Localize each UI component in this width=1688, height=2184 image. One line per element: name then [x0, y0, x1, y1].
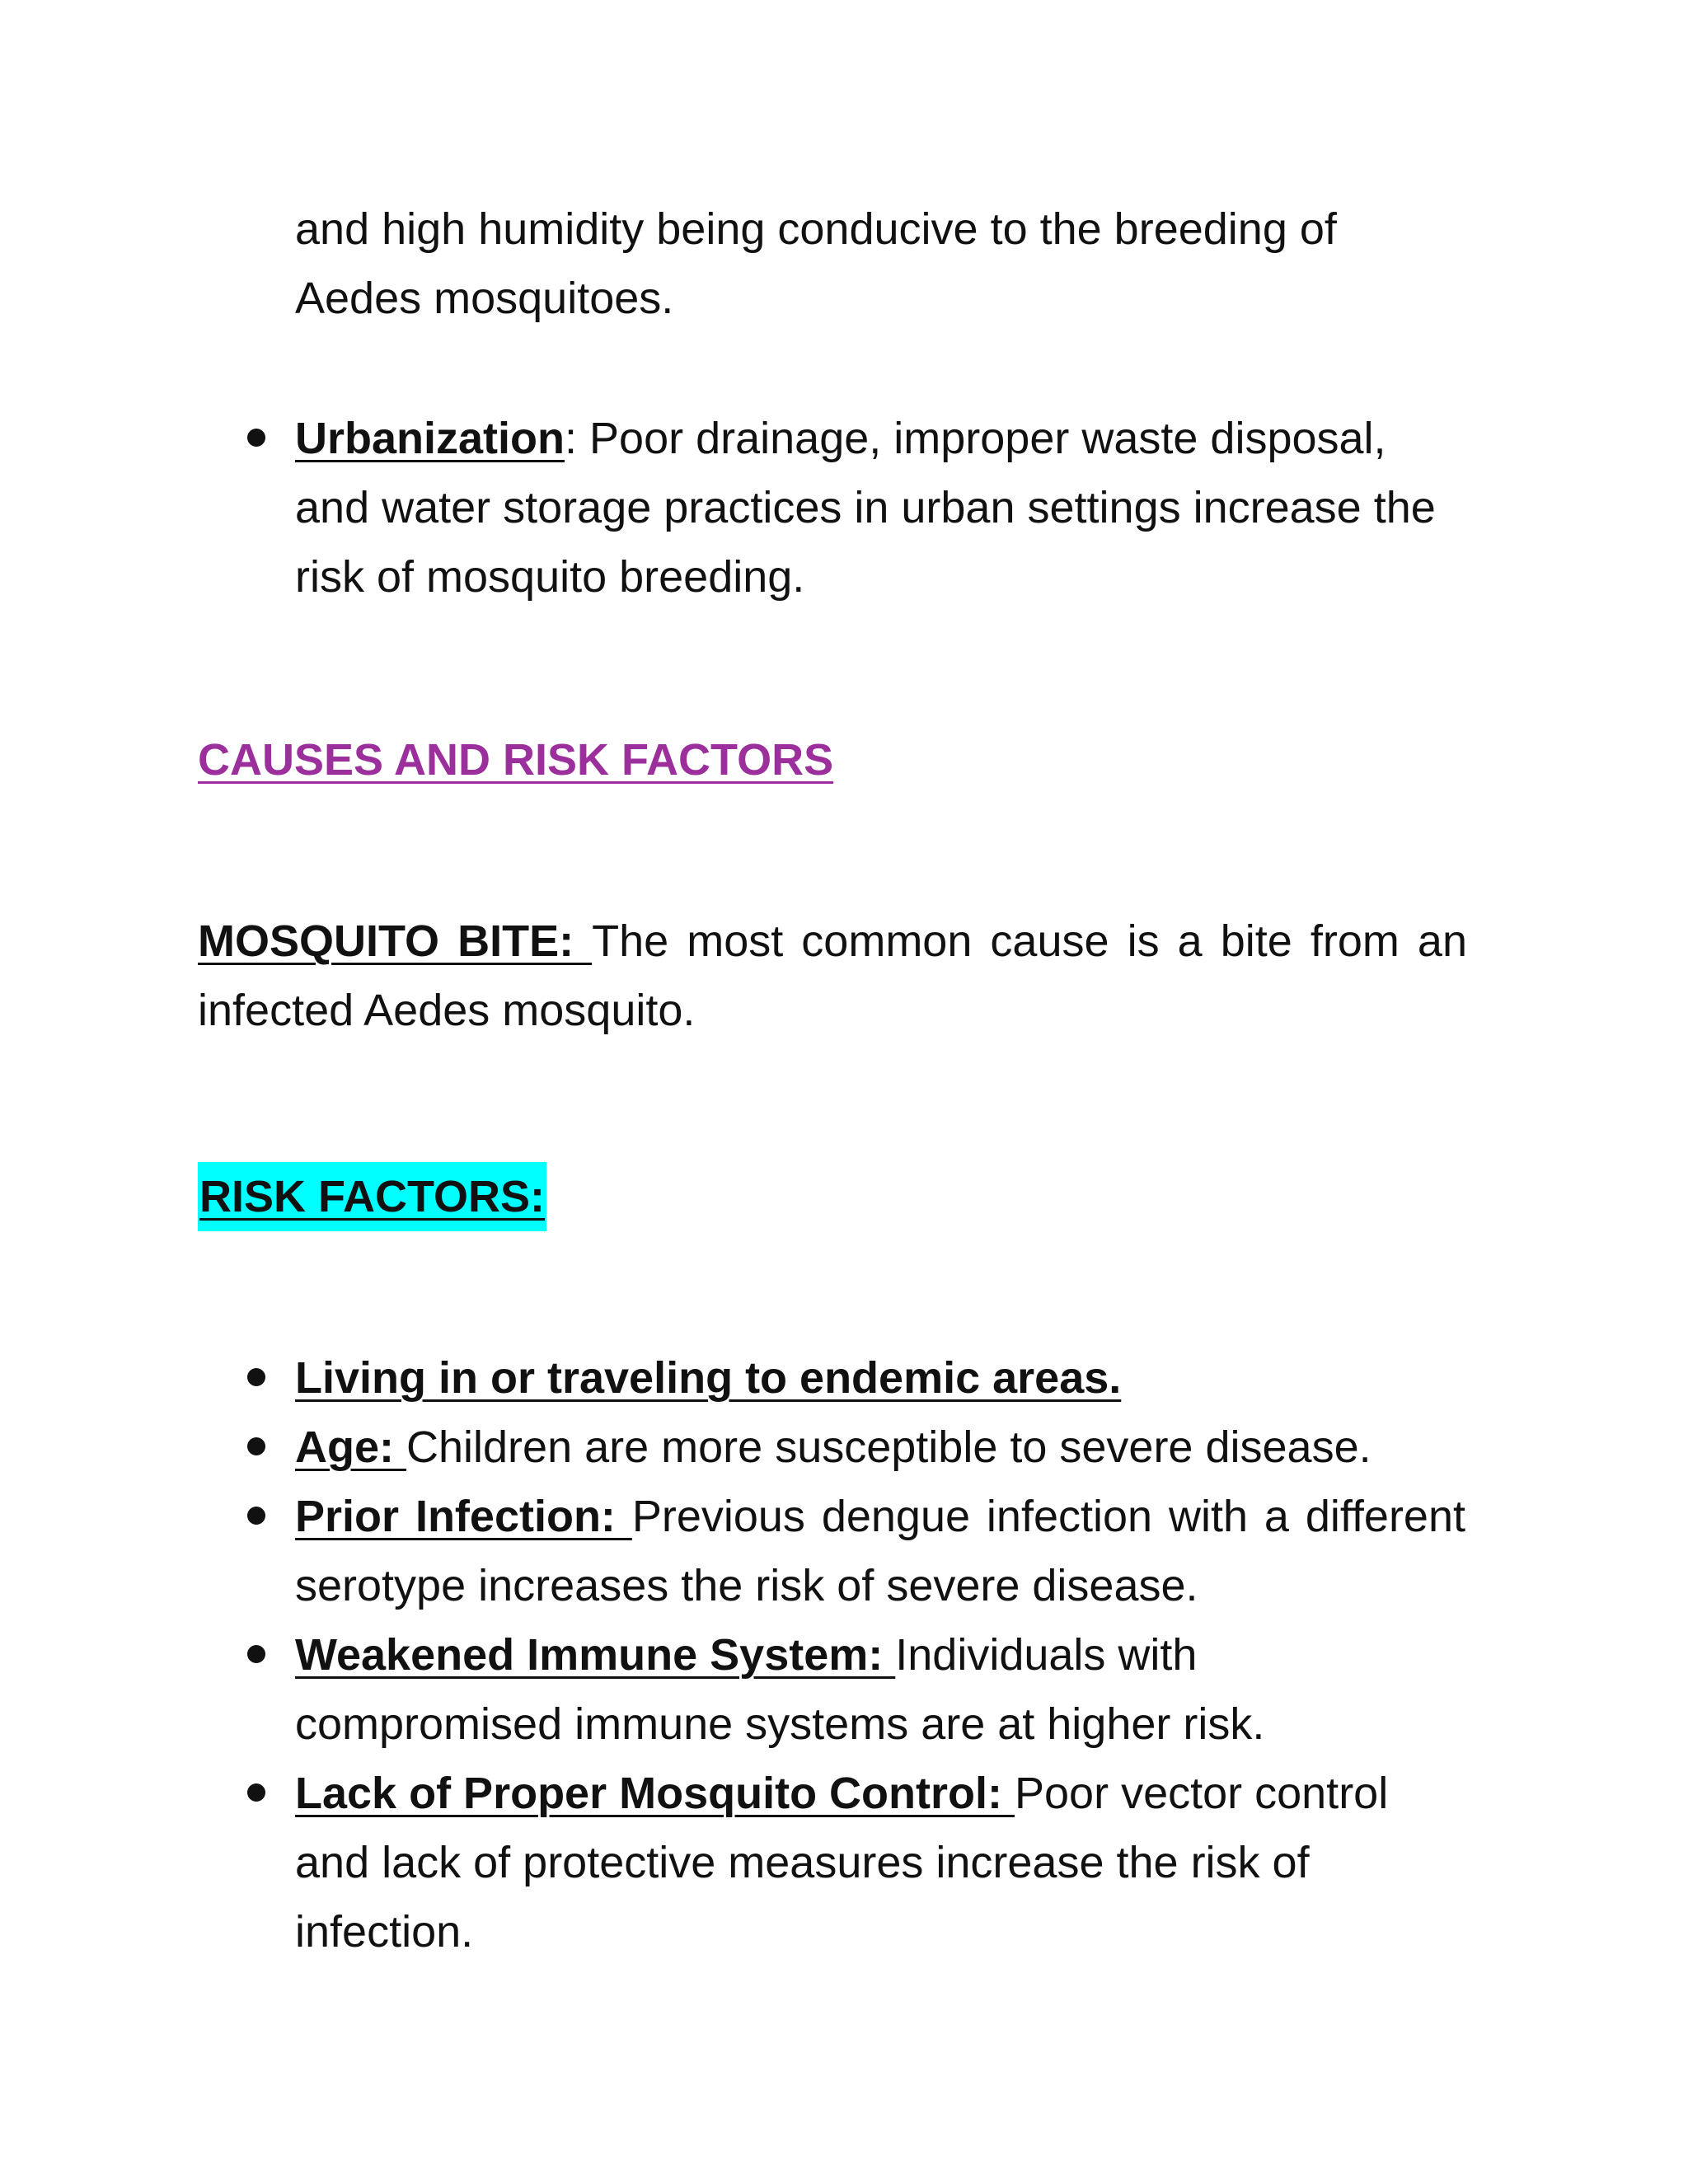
list-item: [295, 1620, 1465, 1759]
bullet-icon: [247, 429, 265, 447]
bullet-icon: [247, 1645, 265, 1663]
risk-factor-label: Lack of Proper Mosquito Control:: [295, 1769, 1015, 1818]
bullet-icon: [247, 1437, 265, 1455]
list-item: [295, 1759, 1465, 1966]
risk-factor-text: Poor vector control and lack of protective measures increase the risk of infection.: [295, 1769, 1389, 1957]
urbanization-text: Poor drainage, improper waste disposal, and water storage practices in urban settings increase the risk of mosquito breeding.: [295, 414, 1436, 602]
risk-factors-list: [295, 1343, 1465, 1966]
urbanization-separator: :: [565, 414, 578, 463]
urbanization-list: [295, 404, 1465, 612]
intro-continuation: and high humidity being conducive to the breeding of Aedes mosquitoes.: [295, 204, 1337, 323]
risk-factor-text: Individuals with compromised immune systems are at higher risk.: [295, 1630, 1265, 1749]
mosquito-bite-text: The most common cause is a bite from an infected Aedes mosquito.: [198, 916, 1467, 1035]
risk-factor-text: Children are more susceptible to severe disease.: [406, 1422, 1372, 1472]
risk-factor-label: Weakened Immune System:: [295, 1630, 896, 1680]
causes-heading: CAUSES AND RISK FACTORS: [198, 735, 834, 785]
risk-factor-text: Previous dengue infection with a different serotype increases the risk of severe disease.: [295, 1492, 1465, 1610]
urbanization-term: Urbanization: [295, 414, 565, 463]
bullet-icon: [247, 1783, 265, 1802]
risk-factors-heading: RISK FACTORS:: [198, 1162, 546, 1231]
risk-factor-label: Living in or traveling to endemic areas.: [295, 1353, 1122, 1403]
mosquito-bite-label: MOSQUITO BITE:: [198, 916, 593, 966]
mosquito-bite-paragraph: [198, 907, 1467, 1045]
list-item: [295, 1343, 1465, 1413]
list-item: [295, 1482, 1465, 1620]
risk-factor-label: Age:: [295, 1422, 406, 1472]
risk-factor-label: Prior Infection:: [295, 1492, 632, 1541]
bullet-icon: [247, 1368, 265, 1386]
list-item: [295, 1413, 1465, 1482]
bullet-icon: [247, 1507, 265, 1525]
list-item: [295, 404, 1465, 612]
